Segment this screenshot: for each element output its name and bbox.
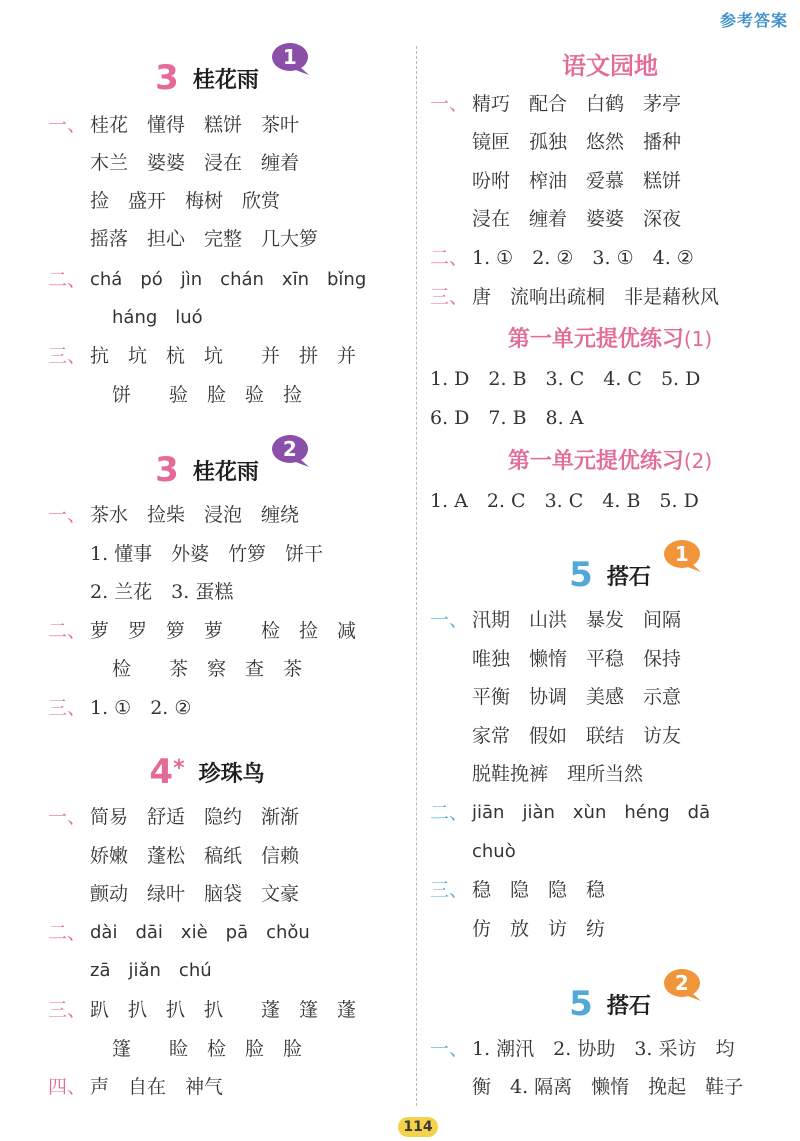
answer-key-tag: 参考答案 — [719, 11, 788, 30]
question-marker: 一、 — [48, 114, 87, 136]
answer-line: 娇嫩 蓬松 稿纸 信赖 — [90, 845, 300, 867]
pinyin-line: chá pó jìn chán xīn bǐng — [90, 269, 367, 290]
answer-line: 桂花 懂得 糕饼 茶叶 — [90, 114, 300, 136]
answer-line: 精巧 配合 白鹤 茅亭 — [472, 93, 682, 115]
question-marker: 三、 — [430, 879, 469, 901]
page-number: 114 — [398, 1117, 438, 1137]
answer-line: 颤动 绿叶 脑袋 文豪 — [90, 883, 300, 905]
answer-line: 茶水 捡柴 浸泡 缠绕 — [90, 504, 300, 526]
answer-line: 汛期 山洪 暴发 间隔 — [472, 609, 682, 631]
answer-line: 唐 流响出疏桐 非是藉秋风 — [472, 286, 720, 308]
question-marker: 二、 — [48, 922, 87, 944]
question-marker: 一、 — [430, 609, 469, 631]
answer-line: 趴 扒 扒 扒 蓬 篷 蓬 — [90, 999, 357, 1021]
lesson-number: 3 — [155, 450, 179, 490]
answer-line: 平衡 协调 美感 示意 — [472, 686, 682, 708]
question-marker: 三、 — [48, 697, 87, 719]
question-marker: 三、 — [430, 286, 469, 308]
question-marker: 三、 — [48, 999, 87, 1021]
section-title-dashi-2 — [420, 971, 800, 1024]
section-title-unit1-practice-1 — [420, 322, 800, 353]
lesson-number: 3 — [155, 58, 179, 98]
question-marker: 一、 — [430, 93, 469, 115]
answer-line: 检 茶 察 查 茶 — [112, 658, 303, 680]
question-marker: 一、 — [430, 1038, 469, 1060]
answer-line: 2. 兰花 3. 蛋糕 — [90, 581, 234, 603]
question-marker: 四、 — [48, 1076, 87, 1098]
exercise-badge: 2 — [663, 968, 703, 1002]
answer-line: 1. 懂事 外婆 竹箩 饼干 — [90, 543, 324, 565]
question-marker: 一、 — [48, 504, 87, 526]
section-title-zhenzhuniao — [0, 752, 414, 792]
answer-line: 6. D 7. B 8. A — [430, 407, 584, 429]
lesson-title: 桂花雨 — [192, 459, 259, 485]
question-marker: 三、 — [48, 345, 87, 367]
lesson-title: 搭石 — [606, 993, 651, 1019]
answer-line: 抗 坑 杭 坑 并 拼 并 — [90, 345, 357, 367]
pinyin-line: zā jiǎn chú — [90, 960, 212, 981]
pinyin-line: dài dāi xiè pā chǒu — [90, 922, 310, 943]
question-marker: 二、 — [48, 269, 87, 291]
lesson-number: 5 — [569, 555, 593, 595]
column-divider — [416, 46, 417, 1106]
practice-title: 第一单元提优练习 — [507, 327, 684, 352]
answer-line: 1. ① 2. ② — [90, 697, 192, 719]
answer-line: 唯独 懒惰 平稳 保持 — [472, 648, 682, 670]
answer-line: 萝 罗 箩 萝 检 捡 减 — [90, 620, 357, 642]
pinyin-line: háng luó — [112, 307, 203, 328]
question-marker: 二、 — [430, 247, 469, 269]
answer-line: 家常 假如 联结 访友 — [472, 725, 682, 747]
optional-lesson-star: * — [173, 756, 185, 781]
lesson-title: 桂花雨 — [192, 67, 259, 93]
section-title-guihuayu-2 — [0, 437, 414, 490]
lesson-title: 搭石 — [606, 564, 651, 590]
answer-line: 饼 验 脸 验 捡 — [112, 384, 303, 406]
question-marker: 二、 — [430, 802, 469, 824]
section-title-guihuayu-1 — [0, 45, 414, 98]
section-title-yuwen-yuandi: 语文园地 — [562, 52, 658, 80]
answer-line: 声 自在 神气 — [90, 1076, 224, 1098]
answer-line: 1. ① 2. ② 3. ① 4. ② — [472, 247, 694, 269]
answer-line: 衡 4. 隔离 懒惰 挽起 鞋子 — [472, 1076, 744, 1098]
pinyin-line: jiān jiàn xùn héng dā — [472, 802, 711, 823]
answer-line: 木兰 婆婆 浸在 缠着 — [90, 152, 300, 174]
answer-line: 1. 潮汛 2. 协助 3. 采访 均 — [472, 1038, 735, 1060]
exercise-badge: 1 — [271, 42, 311, 76]
question-marker: 二、 — [48, 620, 87, 642]
question-marker: 一、 — [48, 806, 87, 828]
section-title-dashi-1 — [420, 542, 800, 595]
answer-line: 浸在 缠着 婆婆 深夜 — [472, 208, 682, 230]
exercise-badge: 2 — [271, 434, 311, 468]
lesson-number: 4 — [149, 752, 174, 792]
exercise-badge: 1 — [663, 539, 703, 573]
answer-line: 吩咐 榨油 爱慕 糕饼 — [472, 170, 682, 192]
answer-line: 仿 放 访 纺 — [472, 918, 606, 940]
section-title-unit1-practice-2 — [420, 444, 800, 475]
practice-title: 第一单元提优练习 — [507, 449, 684, 474]
lesson-number: 5 — [569, 984, 593, 1024]
answer-line: 篷 睑 检 脸 脸 — [112, 1038, 303, 1060]
answer-line: 1. A 2. C 3. C 4. B 5. D — [430, 490, 699, 512]
answer-line: 1. D 2. B 3. C 4. C 5. D — [430, 368, 701, 390]
answer-line: 捡 盛开 梅树 欣赏 — [90, 190, 281, 212]
answer-line: 镜匣 孤独 悠然 播种 — [472, 131, 682, 153]
answer-line: 脱鞋挽裤 理所当然 — [472, 763, 644, 785]
answer-line: 简易 舒适 隐约 渐渐 — [90, 806, 300, 828]
answer-line: 稳 隐 隐 稳 — [472, 879, 606, 901]
answer-line: 摇落 担心 完整 几大箩 — [90, 228, 319, 250]
practice-number: (2) — [683, 449, 713, 473]
lesson-title: 珍珠鸟 — [198, 761, 265, 787]
practice-number: (1) — [683, 327, 713, 351]
pinyin-line: chuò — [472, 841, 516, 862]
